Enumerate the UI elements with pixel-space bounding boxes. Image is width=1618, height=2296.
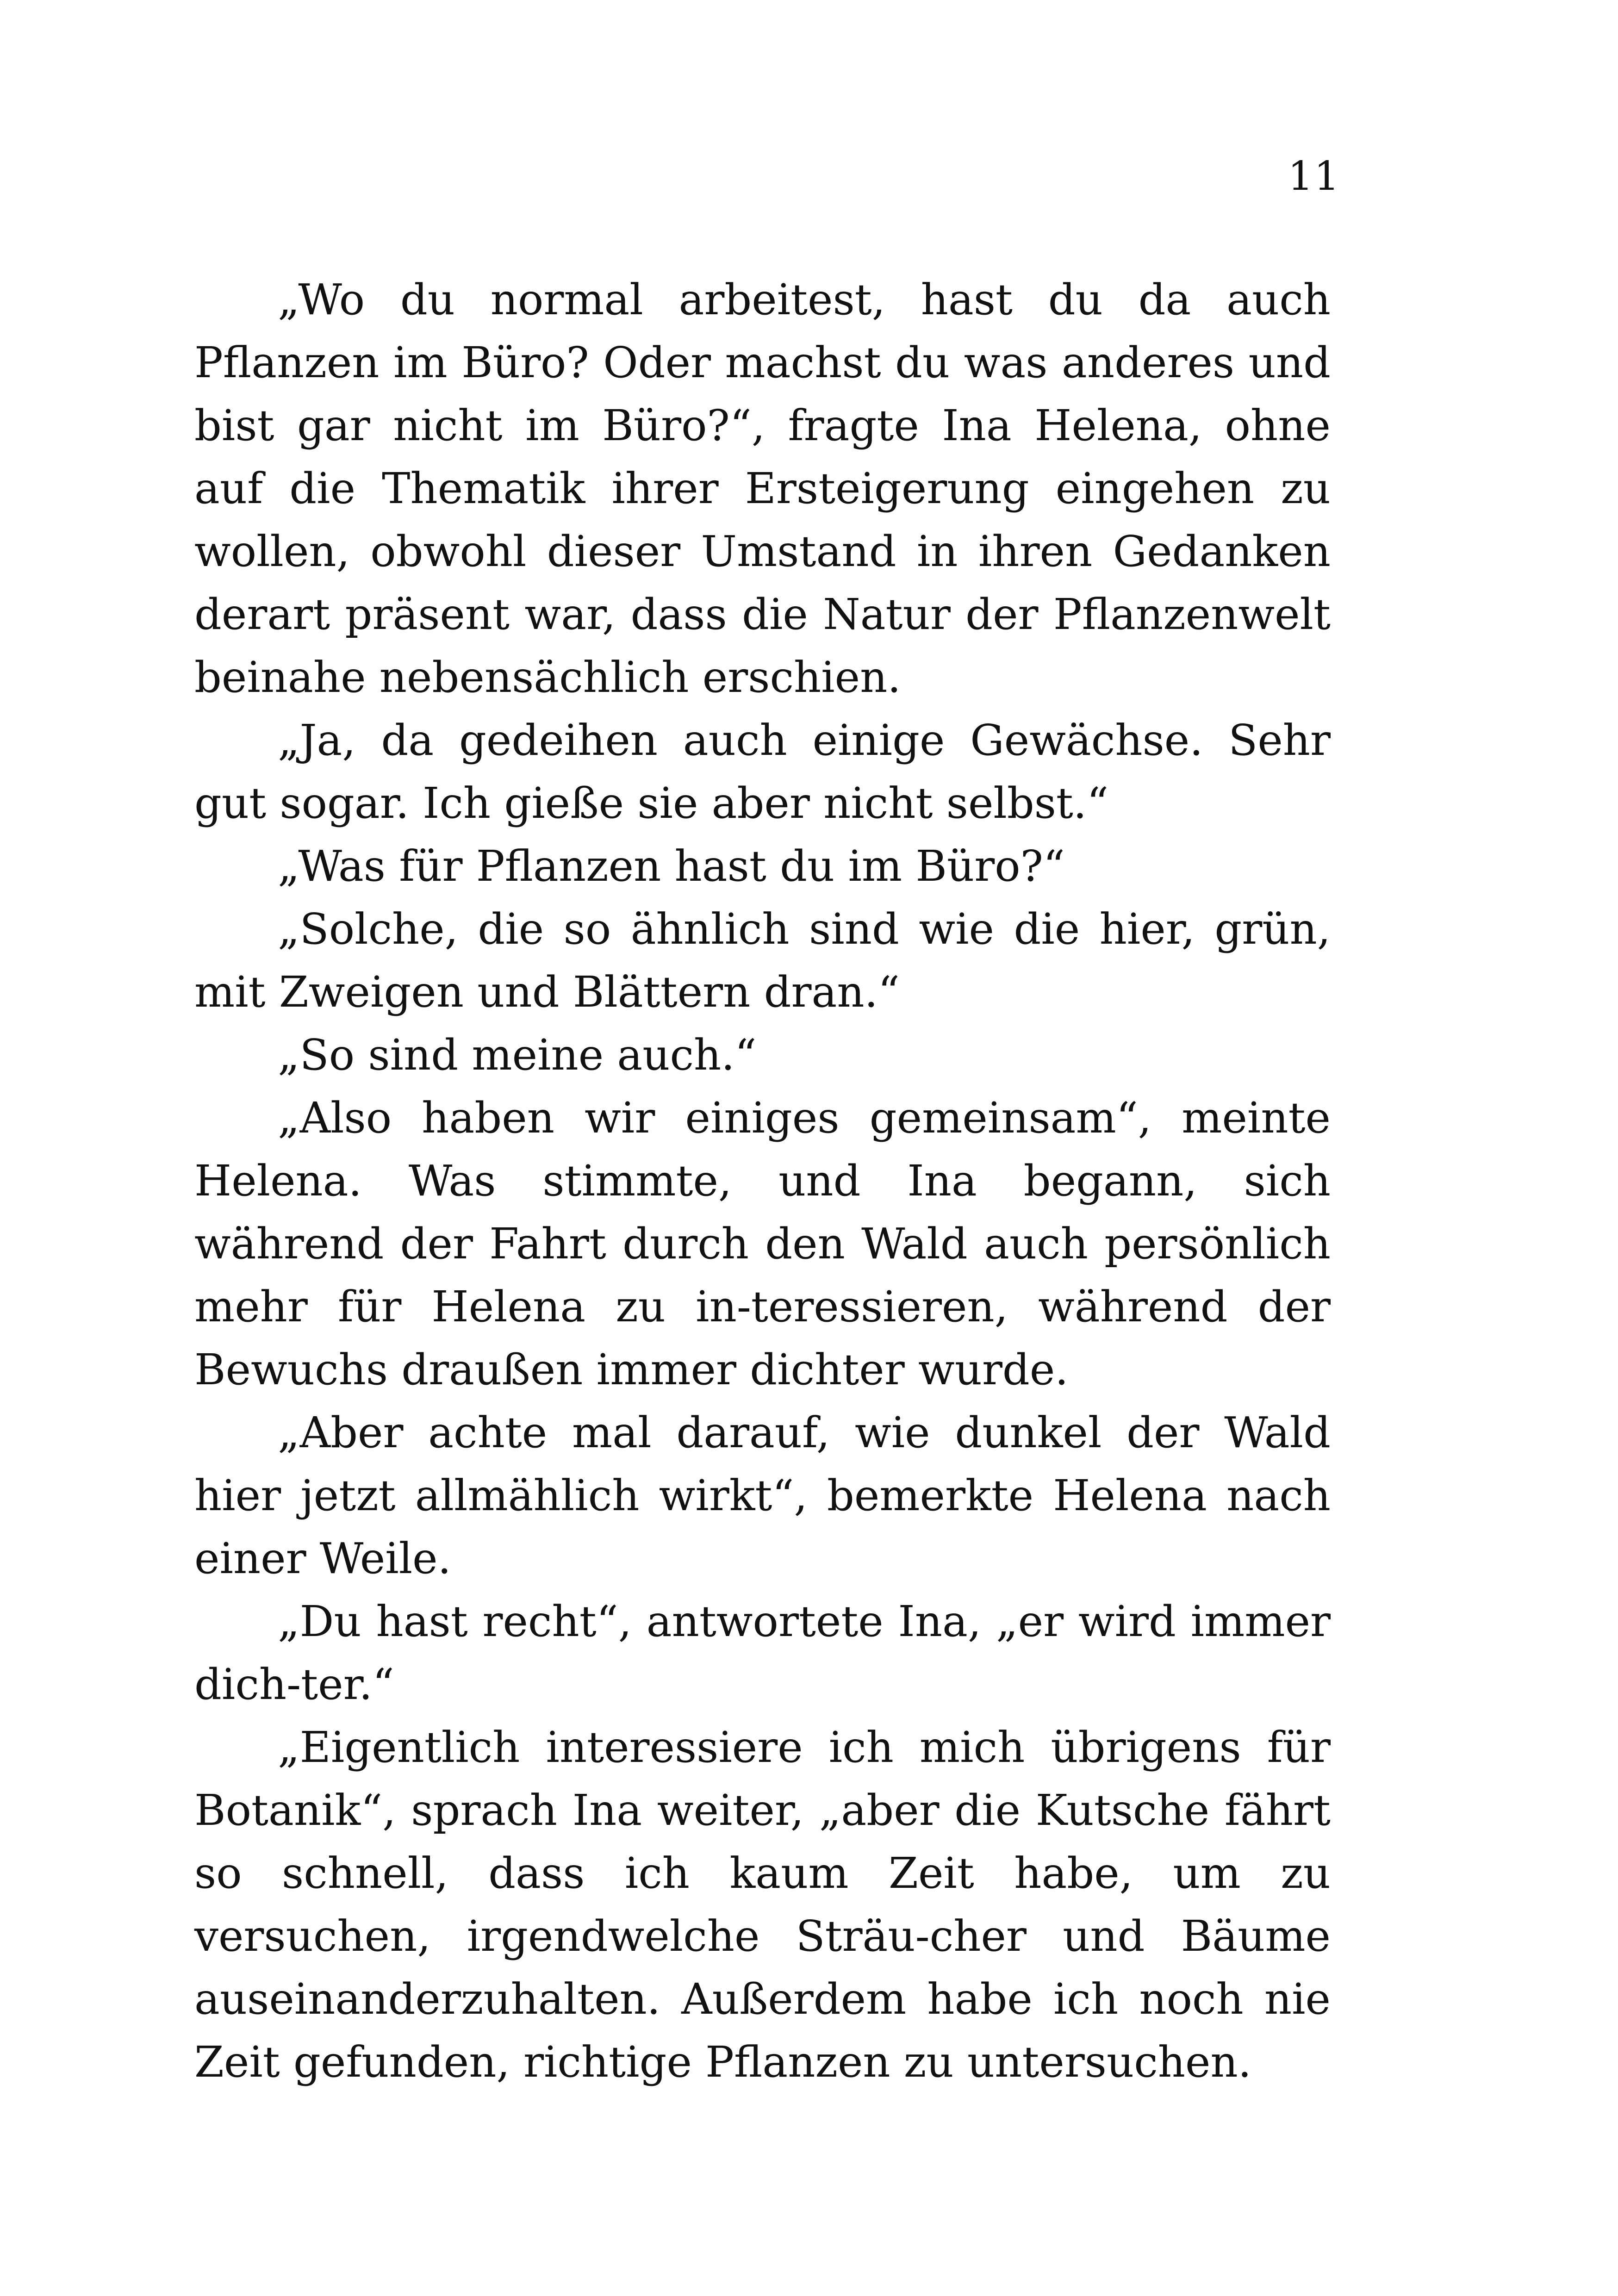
paragraph: „Du hast recht“, antwortete Ina, „er wird immer dich-ter.“ — [194, 1597, 1331, 1709]
paragraph: „Ja, da gedeihen auch einige Gewächse. Sehr gut sogar. Ich gieße sie aber nicht selbst.“ — [194, 716, 1331, 828]
paragraph: „Eigentlich interessiere ich mich übrigens für Botanik“, sprach Ina weiter, „aber die Kutsche fährt so schnell, dass ich kaum Zeit habe, um zu versuchen, irgendwelche Sträu-cher und Bäume auseinanderzuhalten. Außerdem habe ich noch nie Zeit gefunden, richtige Pflanzen zu untersuchen. — [194, 1723, 1331, 2087]
page-number: 11 — [1288, 153, 1340, 199]
paragraph: „Also haben wir einiges gemeinsam“, meinte Helena. Was stimmte, und Ina begann, sich während der Fahrt durch den Wald auch persönlich mehr für Helena zu in-teressieren, während der Bewuchs draußen immer dichter wurde. — [194, 1093, 1331, 1394]
paragraph: „Solche, die so ähnlich sind wie die hier, grün, mit Zweigen und Blättern dran.“ — [194, 904, 1331, 1017]
paragraph: „Wo du normal arbeitest, hast du da auch Pflanzen im Büro? Oder machst du was anderes und bist gar nicht im Büro?“, fragte Ina Helena, ohne auf die Thematik ihrer Ersteigerung eingehen zu wollen, obwohl dieser Umstand in ihren Gedanken derart präsent war, dass die Natur der Pflanzenwelt beinahe nebensächlich erschien. — [194, 275, 1331, 702]
paragraph: „Aber achte mal darauf, wie dunkel der Wald hier jetzt allmählich wirkt“, bemerkte Helena nach einer Weile. — [194, 1408, 1331, 1583]
paragraph: „So sind meine auch.“ — [278, 1030, 757, 1080]
paragraph: „Was für Pflanzen hast du im Büro?“ — [278, 841, 1065, 891]
body-text — [194, 268, 1331, 2094]
